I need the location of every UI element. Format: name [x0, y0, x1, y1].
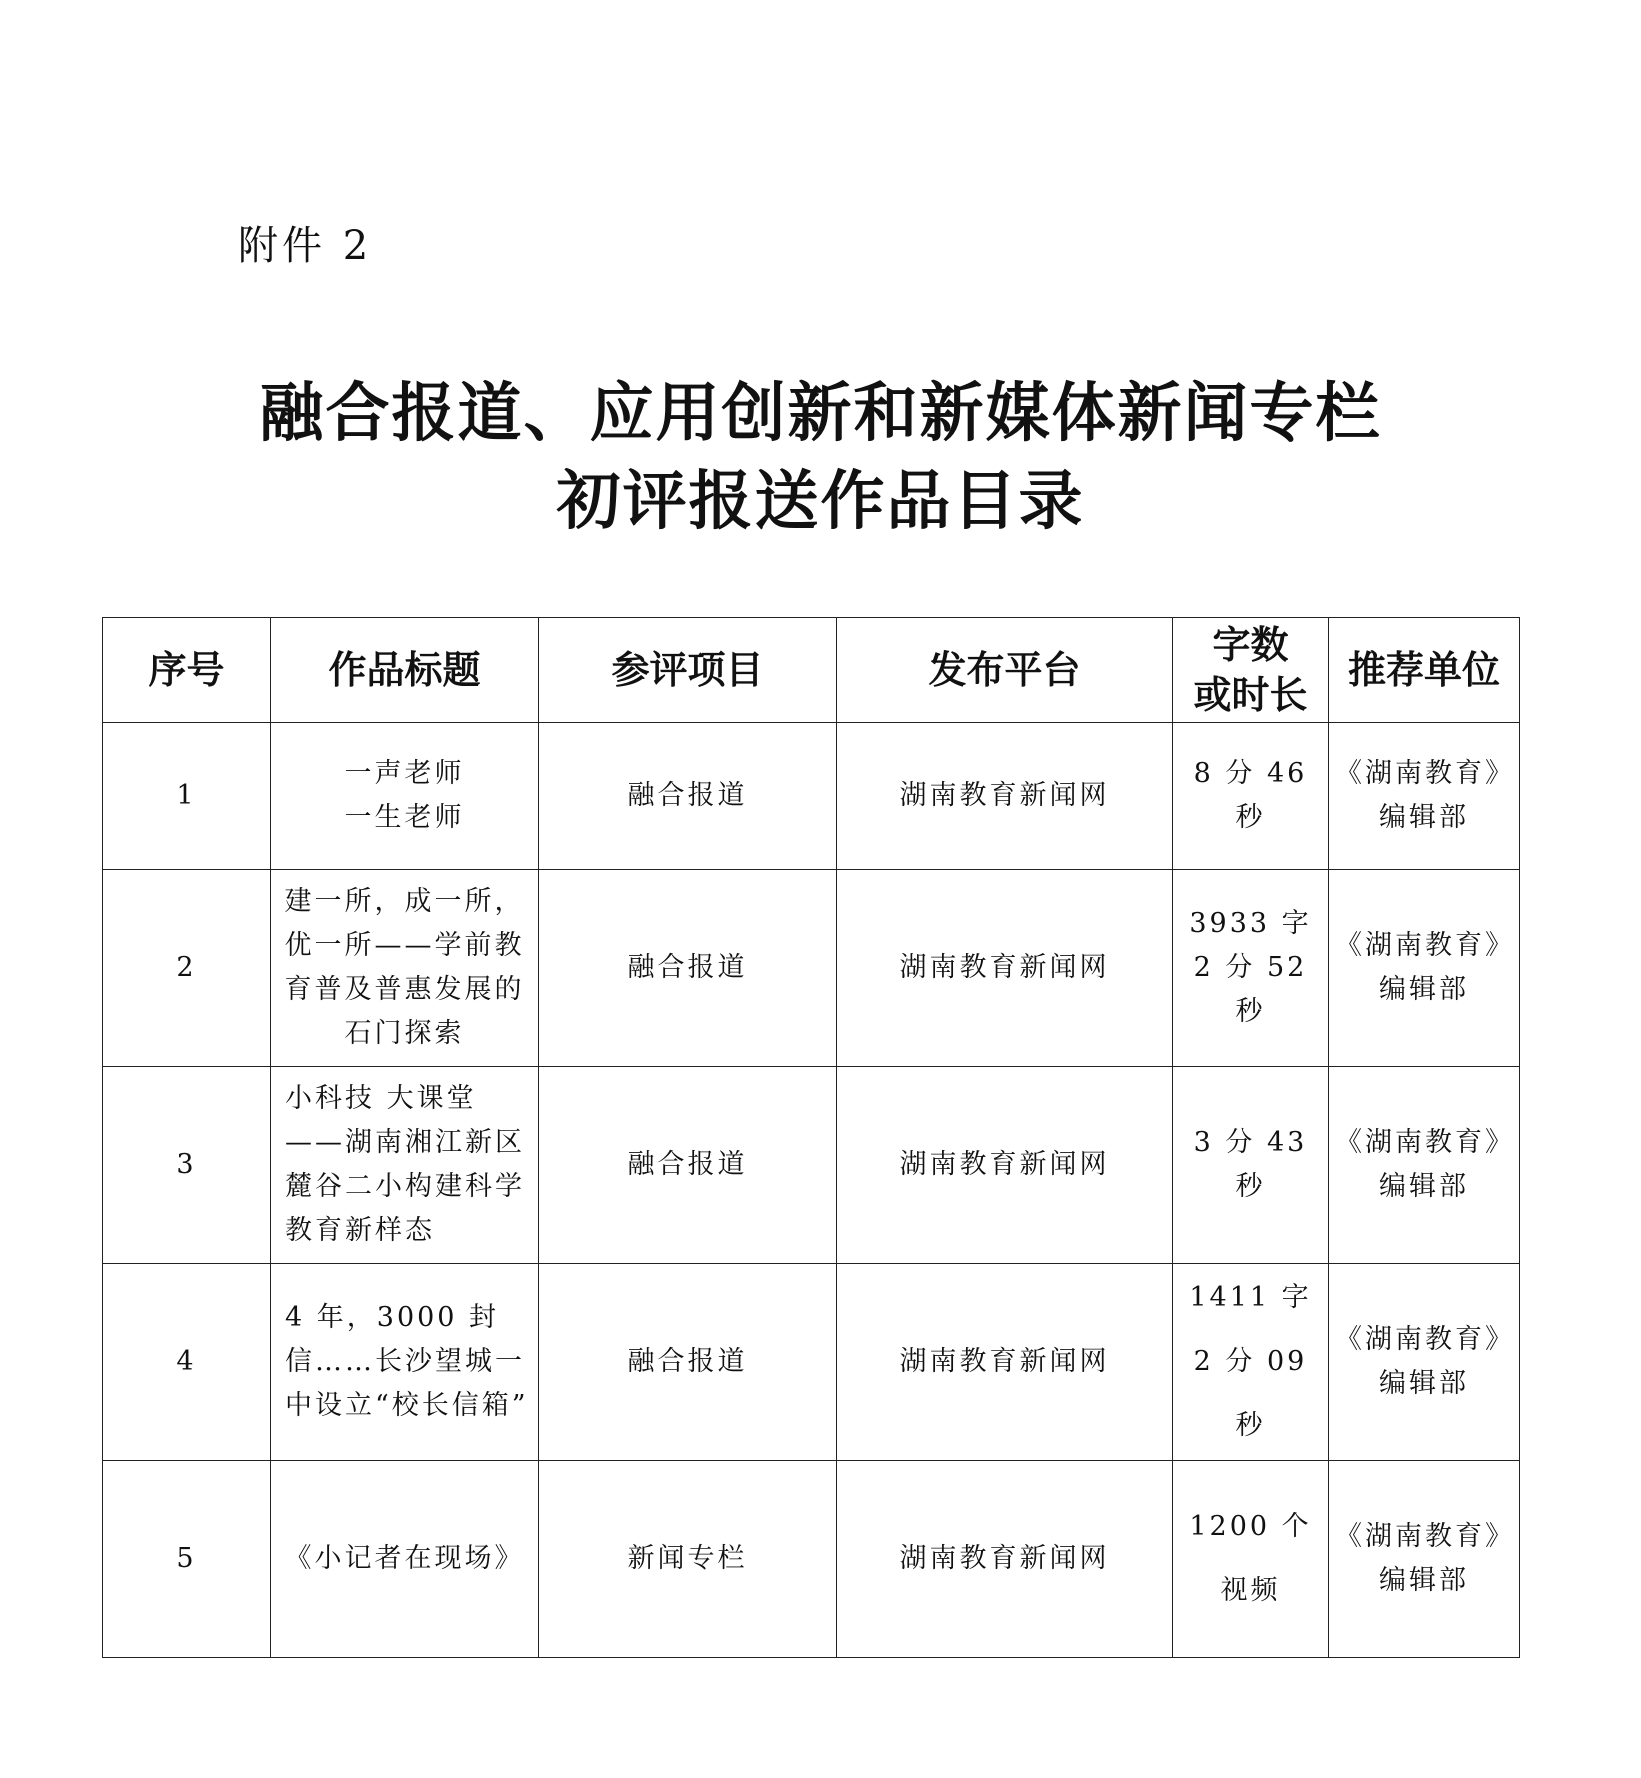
row-category: 融合报道 — [539, 1067, 837, 1264]
row-index: 1 — [103, 723, 271, 870]
table-row — [103, 870, 1520, 1067]
title-line: 一生老师 — [344, 802, 465, 833]
unit-line: 编辑部 — [1379, 1368, 1469, 1399]
title-line: 信……长沙望城一 — [285, 1346, 525, 1377]
works-catalog-table — [102, 617, 1520, 1658]
unit-line: 《湖南教育》 — [1335, 1521, 1515, 1552]
row-unit — [1329, 723, 1520, 870]
row-category: 融合报道 — [539, 870, 837, 1067]
row-unit — [1329, 1067, 1520, 1264]
title-line: 育普及普惠发展的 — [284, 974, 525, 1005]
length-line: 8 分 46 秒 — [1193, 758, 1308, 833]
header-length-line-2: 或时长 — [1193, 672, 1308, 717]
title-line: 《小记者在现场》 — [284, 1543, 525, 1574]
header-unit: 推荐单位 — [1329, 618, 1520, 723]
length-line: 2 分 09 秒 — [1193, 1346, 1308, 1441]
header-platform: 发布平台 — [837, 618, 1173, 723]
header-index: 序号 — [103, 618, 271, 723]
row-work-title — [271, 1461, 539, 1658]
length-line: 1200 个 — [1189, 1511, 1312, 1542]
row-category: 融合报道 — [539, 723, 837, 870]
length-line: 视频 — [1220, 1575, 1281, 1606]
header-length-line-1: 字数 — [1212, 622, 1289, 667]
document-title-line-2: 初评报送作品目录 — [556, 464, 1085, 539]
unit-line: 编辑部 — [1379, 1171, 1469, 1202]
unit-line: 编辑部 — [1379, 802, 1469, 833]
row-platform: 湖南教育新闻网 — [837, 1264, 1173, 1461]
unit-line: 《湖南教育》 — [1335, 758, 1515, 789]
table-row — [103, 1264, 1520, 1461]
title-line: 教育新样态 — [285, 1215, 435, 1246]
unit-line: 《湖南教育》 — [1335, 1324, 1515, 1355]
row-platform: 湖南教育新闻网 — [837, 1461, 1173, 1658]
row-platform: 湖南教育新闻网 — [837, 870, 1173, 1067]
row-index: 5 — [103, 1461, 271, 1658]
row-unit — [1329, 1264, 1520, 1461]
title-line: 建一所，成一所， — [284, 886, 525, 917]
length-line: 2 分 52 秒 — [1193, 952, 1308, 1027]
row-index: 3 — [103, 1067, 271, 1264]
row-work-title — [271, 870, 539, 1067]
unit-line: 编辑部 — [1379, 974, 1469, 1005]
title-line: 小科技 大课堂 — [285, 1083, 477, 1114]
title-line: 一声老师 — [344, 758, 465, 789]
row-work-title — [271, 1264, 539, 1461]
title-line: 4 年，3000 封 — [285, 1302, 500, 1333]
row-platform: 湖南教育新闻网 — [837, 1067, 1173, 1264]
table-row — [103, 723, 1520, 870]
length-line: 3933 字 — [1189, 908, 1312, 939]
table-header-row — [103, 618, 1520, 723]
length-line: 1411 字 — [1189, 1282, 1312, 1313]
header-length — [1173, 618, 1329, 723]
row-length — [1173, 723, 1329, 870]
row-length — [1173, 1264, 1329, 1461]
row-category: 新闻专栏 — [539, 1461, 837, 1658]
header-category: 参评项目 — [539, 618, 837, 723]
row-length — [1173, 1067, 1329, 1264]
row-work-title — [271, 723, 539, 870]
unit-line: 《湖南教育》 — [1335, 930, 1515, 961]
title-line: 优一所——学前教 — [284, 930, 525, 961]
row-index: 4 — [103, 1264, 271, 1461]
row-work-title — [271, 1067, 539, 1264]
title-line: ——湖南湘江新区 — [285, 1127, 525, 1158]
title-line: 麓谷二小构建科学 — [285, 1171, 525, 1202]
row-index: 2 — [103, 870, 271, 1067]
table-row — [103, 1461, 1520, 1658]
document-title-line-1: 融合报道、应用创新和新媒体新闻专栏 — [259, 376, 1382, 451]
row-unit — [1329, 870, 1520, 1067]
header-work-title: 作品标题 — [271, 618, 539, 723]
row-unit — [1329, 1461, 1520, 1658]
title-line: 石门探索 — [344, 1018, 465, 1049]
unit-line: 编辑部 — [1379, 1565, 1469, 1596]
row-category: 融合报道 — [539, 1264, 837, 1461]
length-line: 3 分 43 秒 — [1193, 1127, 1308, 1202]
unit-line: 《湖南教育》 — [1335, 1127, 1515, 1158]
title-line: 中设立“校长信箱” — [285, 1390, 529, 1421]
row-length — [1173, 1461, 1329, 1658]
attachment-label: 附件 2 — [238, 223, 373, 269]
table-row — [103, 1067, 1520, 1264]
row-platform: 湖南教育新闻网 — [837, 723, 1173, 870]
row-length — [1173, 870, 1329, 1067]
